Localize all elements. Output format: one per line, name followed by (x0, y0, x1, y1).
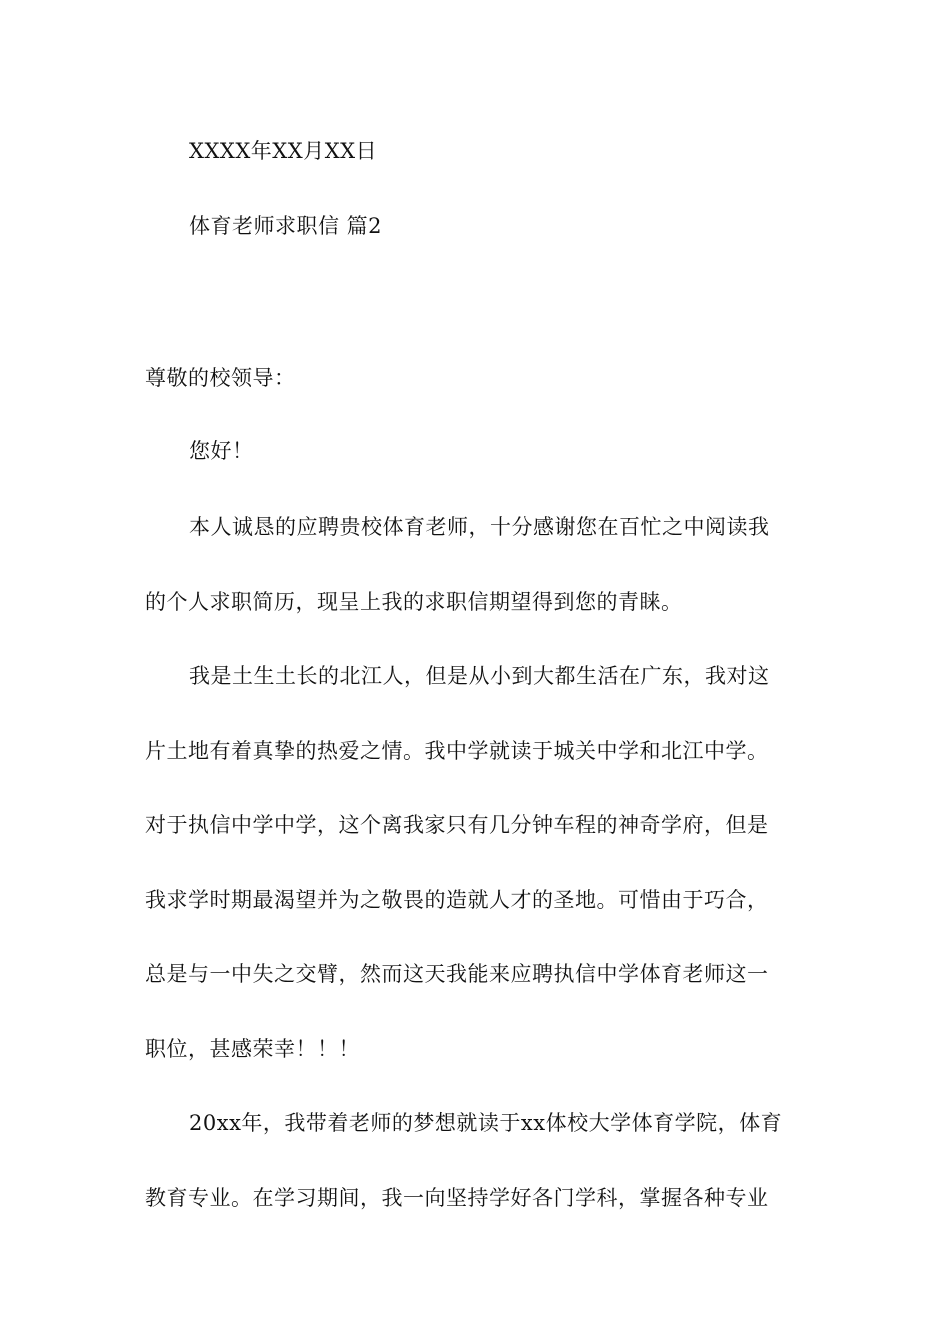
paragraph-1-line-1: 本人诚恳的应聘贵校体育老师，十分感谢您在百忙之中阅读我 (189, 515, 770, 539)
salutation: 尊敬的校领导： (145, 366, 296, 390)
paragraph-2-line-1: 我是土生土长的北江人，但是从小到大都生活在广东，我对这 (189, 664, 770, 688)
paragraph-3-line-1: 20xx年，我带着老师的梦想就读于xx体校大学体育学院，体育 (189, 1111, 783, 1135)
greeting: 您好！ (189, 439, 254, 463)
paragraph-3-line-2: 教育专业。在学习期间，我一向坚持学好各门学科，掌握各种专业 (145, 1186, 769, 1210)
letter-date: XXXX年XX月XX日 (189, 139, 378, 163)
section-title: 体育老师求职信 篇2 (189, 214, 383, 238)
paragraph-2-line-4: 我求学时期最渴望并为之敬畏的造就人才的圣地。可惜由于巧合， (145, 888, 769, 912)
paragraph-1-line-2: 的个人求职简历，现呈上我的求职信期望得到您的青睐。 (145, 590, 683, 614)
paragraph-2-line-3: 对于执信中学中学，这个离我家只有几分钟车程的神奇学府，但是 (145, 813, 769, 837)
paragraph-2-line-2: 片土地有着真挚的热爱之情。我中学就读于城关中学和北江中学。 (145, 739, 769, 763)
paragraph-2-line-6: 职位，甚感荣幸！！！ (145, 1037, 360, 1061)
paragraph-2-line-5: 总是与一中失之交臂，然而这天我能来应聘执信中学体育老师这一 (145, 962, 769, 986)
